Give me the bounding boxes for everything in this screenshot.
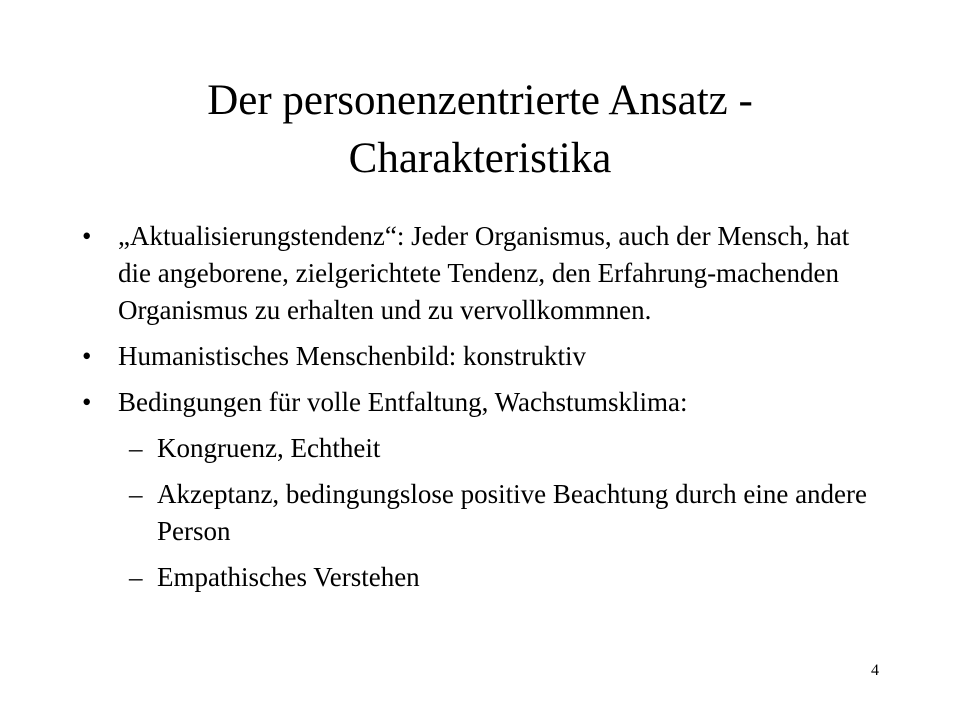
bullet-menschenbild <box>82 338 882 375</box>
slide-title <box>96 72 864 188</box>
bullet-aktualisierungstendenz <box>82 218 882 329</box>
subbullet-akzeptanz <box>82 476 882 550</box>
subbullet-text: Empathisches Verstehen <box>157 562 420 592</box>
bullet-mark: • <box>82 387 92 417</box>
subbullet-mark: – <box>129 433 143 463</box>
bullet-text: „Aktualisierungstendenz“: Jeder Organismus, auch der Mensch, hat die angeborene, zielgerichtete Tendenz, den Erfahrung-machenden Organismus zu erhalten und zu vervollkommnen. <box>118 221 850 325</box>
title-line-1: Der personenzentrierte Ansatz - <box>207 77 753 124</box>
page-number: 4 <box>871 662 879 679</box>
subbullet-mark: – <box>129 479 143 509</box>
subbullet-kongruenz <box>82 430 882 467</box>
bullet-bedingungen <box>82 384 882 421</box>
title-line-2: Charakteristika <box>348 135 612 182</box>
subbullet-text: Kongruenz, Echtheit <box>157 433 381 463</box>
slide-content <box>82 218 882 605</box>
bullet-text: Bedingungen für volle Entfaltung, Wachstumsklima: <box>118 387 688 417</box>
subbullet-mark: – <box>129 562 143 592</box>
bullet-mark: • <box>82 221 92 251</box>
subbullet-empathie <box>82 559 882 596</box>
bullet-mark: • <box>82 341 92 371</box>
bullet-text: Humanistisches Menschenbild: konstruktiv <box>118 341 586 371</box>
subbullet-text: Akzeptanz, bedingungslose positive Beachtung durch eine andere Person <box>157 479 868 546</box>
